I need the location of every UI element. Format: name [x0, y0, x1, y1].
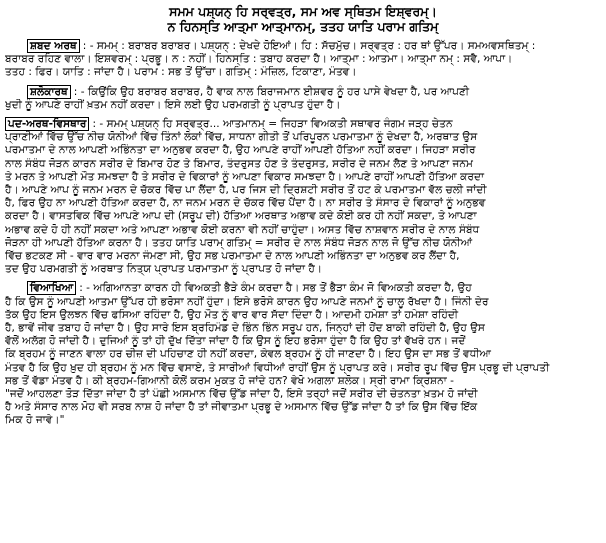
pad-arth-line-6: ਹੈ। ਆਪਣੇ ਆਪ ਨੂੰ ਜਨਮ ਮਰਨ ਦੇ ਚੱਕਰ ਵਿੱਚ ਪਾ ਲੈਂਦਾ ਹੈ, ਪਰ ਜਿਸ ਦੀ ਦ੍ਰਿਸ਼ਟੀ ਸਰੀਰ ਤੋਂ ਹਟ ਕੇ ਪਰਮਾਤਮਾ ਵੱਲ ਚਲੀ ਜਾਂਦੀ: [5, 184, 487, 197]
pad-arth-line-4: ਨਾਲ ਸੰਬੰਧ ਜੋੜਨ ਕਾਰਨ ਸਰੀਰ ਦੇ ਬਿਮਾਰ ਹੋਣ ਤੇ ਬਿਮਾਰ, ਤੰਦਰੁਸਤ ਹੋਣ ਤੇ ਤੰਦਰੁਸਤ, ਸਰੀਰ ਦੇ ਜਨਮ ਲੈਣ ਤੇ ਆਪਣਾ ਜਨਮ: [5, 157, 473, 170]
shlokarth-line-2: ਖੁਦੀ ਨੂੰ ਆਪਣੇ ਰਾਹੀਂ ਖ਼ਤਮ ਨਹੀਂ ਕਰਦਾ। ਇਸੇ ਲਈ ਉਹ ਪਰਮਗਤੀ ਨੂੰ ਪ੍ਰਾਪਤ ਹੁੰਦਾ ਹੈ।: [5, 98, 341, 111]
pad-arth-line-7: ਹੈ, ਫਿਰ ਉਹ ਨਾ ਆਪਣੀ ਹੱਤਿਆ ਕਰਦਾ ਹੈ, ਨਾ ਜਨਮ ਮਰਨ ਦੇ ਚੱਕਰ ਵਿੱਚ ਪੈਂਦਾ ਹੈ। ਨਾ ਸਰੀਰ ਤੇ ਸੰਸਾਰ ਦੇ ਵਿਕਾਰਾਂ ਨੂੰ ਅਨੁਭਵ: [5, 197, 486, 210]
verse-line-2: ਨ ਹਿਨਸ੍ਤਿ ਆਤ੍ਮਾ ਆਤ੍ਮਾਨਮ੍, ਤਤਹ ਯਾਤਿ ਪਰਾਮ ਗਤਿਮ੍: [167, 19, 439, 34]
vyakhya-line-6: ਕਿ ਬ੍ਰਹਮ ਨੂੰ ਜਾਣਨ ਵਾਲਾ ਹਰ ਚੀਜ਼ ਦੀ ਪਹਿਚਾਣ ਹੀ ਨਹੀਂ ਕਰਦਾ, ਕੇਵਲ ਬ੍ਰਹਮ ਨੂੰ ਹੀ ਜਾਣਦਾ ਹੈ। ਇਹ ਉਸ ਦਾ ਸਭ ਤੋਂ ਵਧੀਆ: [5, 348, 492, 361]
verse-line-1: ਸਮਮ ਪਸ਼੍ਯਨ੍ ਹਿ ਸਰ੍ਵਤ੍ਰ, ਸਮ ਅਵ ਸ੍ਥਿਤਮ ਇਸ਼੍ਵਰਮ੍।: [169, 4, 437, 19]
vyakhya-line-9: "ਜਦੋਂ ਆਹਲਣਾ ਤੋੜ ਦਿੱਤਾ ਜਾਂਦਾ ਹੈ ਤਾਂ ਪੰਛੀ ਅਸਮਾਨ ਵਿੱਚ ਉੱਡ ਜਾਂਦਾ ਹੈ, ਇਸੇ ਤਰ੍ਹਾਂ ਜਦੋਂ ਸਰੀਰ ਦੀ ਚੇਤਨਤਾ ਖ਼ਤਮ ਹੋ ਜਾਂਦੀ: [5, 388, 478, 401]
pad-arth-line-2: ਪ੍ਰਾਣੀਆਂ ਵਿੱਚ ਉੱਚ ਨੀਚ ਯੋਨੀਆਂ ਵਿੱਚ ਤਿੰਨਾਂ ਲੋਕਾਂ ਵਿੱਚ, ਸਾਧਨਾ ਗੀਤੀ ਤੋਂ ਪਰਿਪੂਰਨ ਪਰਮਾਤਮਾ ਨੂੰ ਦੇਖਦਾ ਹੈ, ਅਰਥਾਤ ਉਸ: [5, 131, 478, 144]
shabad-arth-line-2: ਬਰਾਬਰ ਰਹਿਣ ਵਾਲਾ। ਇਸ਼ਵਰਮ੍ : ਪ੍ਰਭੂ। ਨ : ਨਹੀਂ। ਹਿਨਸ੍ਤਿ : ਤਬਾਹ ਕਰਦਾ ਹੈ। ਆਤ੍ਮਾ : ਆਤਮਾ। ਆਤ੍ਮਾ ਨਮ੍ : ਸਵੈ, ਆਪਾ।: [5, 53, 513, 66]
shabad-arth-section: [5, 39, 601, 80]
shlokarth-section: [5, 85, 601, 112]
vyakhya-line-4: ਹੈ, ਭਾਵੇਂ ਜੀਵ ਤਬਾਹ ਹੋ ਜਾਂਦਾ ਹੈ। ਉਹ ਸਾਰੇ ਇਸ ਬ੍ਰਹਿਮੰਡ ਦੇ ਭਿੰਨ ਭਿੰਨ ਸਰੂਪ ਹਨ, ਜਿਨ੍ਹਾਂ ਦੀ ਹੋਂਦ ਬਾਕੀ ਰਹਿੰਦੀ ਹੈ, ਉਹ ਉਸ: [5, 322, 485, 335]
shlokarth-line-1: : - ਕਿਉਂਕਿ ਉਹ ਬਰਾਬਰ ਬਰਾਬਰ, ਹੈ ਵਾਕ ਨਾਲ ਬਿਰਾਜਮਾਨ ਈਸ਼ਵਰ ਨੂੰ ਹਰ ਪਾਸੇ ਵੇਖਦਾ ਹੈ, ਪਰ ਆਪਣੀ: [73, 85, 470, 98]
pad-arth-line-11: ਵਿੱਚ ਭਟਕਣ ਸੀ - ਵਾਰ ਵਾਰ ਮਰਨਾ ਜੰਮਣਾ ਸੀ, ਉਹ ਸਭ ਪਰਮਾਤਮਾ ਦੇ ਨਾਲ ਆਪਣੀ ਅਭਿੰਨਤਾ ਦਾ ਅਨੁਭਵ ਕਰ ਲੈਂਦਾ ਹੈ,: [5, 250, 460, 263]
pad-arth-line-8: ਕਰਦਾ ਹੈ। ਵਾਸਤਵਿਕ ਵਿੱਚ ਆਪਣੇ ਆਪ ਦੀ (ਸਰੂਪ ਦੀ) ਹੱਤਿਆ ਅਰਥਾਤ ਅਭਾਵ ਕਦੇ ਕੋਈ ਕਰ ਹੀ ਨਹੀਂ ਸਕਦਾ, ਤੇ ਆਪਣਾ: [5, 210, 477, 223]
pad-arth-line-9: ਅਭਾਵ ਕਦੇ ਹੋ ਹੀ ਨਹੀਂ ਸਕਦਾ ਅਤੇ ਆਪਣਾ ਅਭਾਵ ਕੋਈ ਕਰਨਾ ਵੀ ਨਹੀਂ ਚਾਹੁੰਦਾ। ਅਸਤ ਵਿੱਚ ਨਾਸ਼ਵਾਨ ਸਰੀਰ ਦੇ ਨਾਲ ਸੰਬੰਧ: [5, 223, 480, 236]
pad-arth-line-12: ਤਦ ਉਹ ਪਰਮਗਤੀ ਨੂੰ ਅਰਥਾਤ ਨਿਤ੍ਯ ਪ੍ਰਾਪਤ ਪਰਮਾਤਮਾ ਨੂੰ ਪ੍ਰਾਪਤ ਹੋ ਜਾਂਦਾ ਹੈ।: [5, 263, 323, 276]
vyakhya-line-11: ਮਿਕ ਹੋ ਜਾਵੇ।": [5, 414, 65, 427]
vyakhya-section: [5, 281, 601, 427]
pad-arth-section: [5, 117, 601, 276]
shabad-arth-line-3: ਤਤਹ : ਫਿਰ। ਯਾਤਿ : ਜਾਂਦਾ ਹੈ। ਪਰਾਮ : ਸਭ ਤੋਂ ਉੱਚਾ। ਗਤਿਮ੍ : ਮੰਜ਼ਿਲ, ਟਿਕਾਣਾ, ਮੰਤਵ।: [5, 66, 357, 79]
shlokarth-heading: ਸ਼ਲੋਕਾਰਥ: [27, 85, 71, 99]
shabad-arth-line-1: : - ਸਮਮ੍ : ਬਰਾਬਰ ਬਰਾਬਰ। ਪਸ਼੍ਯਨ੍ : ਦੇਖਦੇ ਹੋਇਆਂ। ਹਿ : ਸੱਚਮੁੱਚ। ਸਰ੍ਵਤ੍ਰ : ਹਰ ਥਾਂ ਉੱਪਰ। ਸਮਅਵਸਥਿਤਮ੍ :: [82, 40, 536, 52]
vyakhya-line-5: ਵੱਲੋਂ ਅਲੱਗ ਹੋ ਜਾਂਦੀ ਹੈ। ਦੁਜਿਆਂ ਨੂੰ ਤਾਂ ਹੀ ਦੁੱਖ ਦਿੱਤਾ ਜਾਂਦਾ ਹੈ ਕਿ ਉਸ ਨੂੰ ਇਹ ਭਰੋਸਾ ਹੁੰਦਾ ਹੈ ਕਿ ਉਹ ਤਾਂ ਵੱਖਰੇ ਹਨ। ਜਦੋਂ: [5, 335, 466, 348]
pad-arth-heading: ਪਦ-ਅਰਥ-ਵਿਸਥਾਰ: [5, 117, 89, 131]
vyakhya-line-8: ਸਭ ਤੋਂ ਵੱਡਾ ਮੰਤਵ ਹੈ। ਕੀ ਬ੍ਰਹਮ-ਗਿਆਨੀ ਕੋਲੋਂ ਕਰਮ ਮੁਕਤ ਹੋ ਜਾਂਦੇ ਹਨ? ਵੇਖੋ ਅਗਲਾ ਸ਼ਲੋਕ। ਸ੍ਰੀ ਰਾਮਾ ਕ੍ਰਿਸ਼ਨਾ -: [5, 374, 454, 387]
pad-arth-line-1: : - ਸਮਮ੍ ਪਸ਼੍ਯਨ੍ ਹਿ ਸਰ੍ਵਤ੍ਰ... ਆਤਮਾਨਮ੍ = ਜਿਹੜਾ ਵਿਅਕਤੀ ਸਥਾਵਰ ਜੰਗਮ ਜੜ੍ਹ ਚੇਤਨ: [92, 118, 453, 131]
vyakhya-line-3: ਤੱਕ ਉਹ ਇਸ ਉਲਝਨ ਵਿੱਚ ਫਸਿਆ ਰਹਿੰਦਾ ਹੈ, ਉਹ ਮੌਤ ਨੂੰ ਵਾਰ ਵਾਰ ਸੱਦਾ ਦਿੰਦਾ ਹੈ। ਆਦਮੀ ਹਮੇਸ਼ਾ ਤਾਂ ਹਮੇਸ਼ਾ ਰਹਿੰਦੀ: [5, 308, 459, 321]
vyakhya-line-1: : - ਅਗਿਆਨਤਾ ਕਾਰਨ ਹੀ ਵਿਅਕਤੀ ਭੈੜੇ ਕੰਮ ਕਰਦਾ ਹੈ। ਸਭ ਤੋਂ ਭੈੜਾ ਕੰਮ ਜੋ ਵਿਅਕਤੀ ਕਰਦਾ ਹੈ, ਉਹ: [79, 282, 472, 295]
vyakhya-line-2: ਹੈ ਕਿ ਉਸ ਨੂੰ ਆਪਣੀ ਆਤਮਾ ਉੱਪਰ ਹੀ ਭਰੋਸਾ ਨਹੀਂ ਹੁੰਦਾ। ਇਸੇ ਭਰੋਸੇ ਕਾਰਨ ਉਹ ਆਪਣੇ ਜਨਮਾਂ ਨੂੰ ਚਾਲੂ ਰੱਖਦਾ ਹੈ। ਜਿੰਨੀ ਦੇਰ: [5, 295, 489, 308]
vyakhya-heading: ਵਿਆਖਿਆ: [27, 281, 76, 295]
pad-arth-line-5: ਤੇ ਮਰਨ ਤੇ ਆਪਣੀ ਮੌਤ ਸਮਝਦਾ ਹੈ ਤੇ ਸਰੀਰ ਦੇ ਵਿਕਾਰਾਂ ਨੂੰ ਆਪਣਾ ਵਿਕਾਰ ਸਮਝਦਾ ਹੈ। ਆਪਣੇ ਰਾਹੀਂ ਆਪਣੀ ਹੱਤਿਆ ਕਰਦਾ: [5, 170, 484, 183]
shabad-arth-heading: ਸ਼ਬਦ ਅਰਥ: [27, 39, 80, 53]
vyakhya-line-10: ਹੈ ਅਤੇ ਸੰਸਾਰ ਨਾਲ ਮੋਹ ਵੀ ਸਰਬ ਨਾਸ਼ ਹੋ ਜਾਂਦਾ ਹੈ ਤਾਂ ਜੀਵਾਤਮਾ ਪ੍ਰਭੂ ਦੇ ਅਸਮਾਨ ਵਿੱਚ ਉੱਡ ਜਾਂਦਾ ਹੈ ਤਾਂ ਕਿ ਉਸ ਵਿੱਚ ਇੱਕ: [5, 401, 478, 414]
vyakhya-line-7: ਮੰਤਵ ਹੈ ਕਿ ਉਹ ਖ਼ੁਦ ਹੀ ਬ੍ਰਹਮ ਨੂੰ ਮਨ ਵਿੱਚ ਵਸਾਏ, ਤੇ ਸਾਰੀਆਂ ਵਿਧੀਆਂ ਰਾਹੀਂ ਉਸ ਨੂੰ ਪ੍ਰਾਪਤ ਕਰੇ। ਸਰੀਰ ਰੂਪ ਵਿੱਚ ਉਸ ਪ੍ਰਭੂ ਦੀ ਪ੍ਰਾਪਤੀ: [5, 361, 550, 374]
verse-block: [5, 4, 601, 34]
pad-arth-line-10: ਜੋੜਨਾ ਹੀ ਆਪਣੀ ਹੱਤਿਆ ਕਰਨਾ ਹੈ। ਤਤਹ ਯਾਤਿ ਪਰਾਮ੍ ਗਤਿਮ੍ = ਸਰੀਰ ਦੇ ਨਾਲ ਸੰਬੰਧ ਜੋੜਨ ਨਾਲ ਜੋ ਉੱਚ ਨੀਚ ਯੋਨੀਆਂ: [5, 236, 473, 249]
pad-arth-line-3: ਪਰਮਾਤਮਾ ਦੇ ਨਾਲ ਆਪਣੀ ਅਭਿੰਨਤਾ ਦਾ ਅਨੁਭਵ ਕਰਦਾ ਹੈ, ਉਹ ਆਪਣੇ ਰਾਹੀਂ ਆਪਣੀ ਹੱਤਿਆ ਨਹੀਂ ਕਰਦਾ। ਜਿਹੜਾ ਸਰੀਰ: [5, 144, 476, 157]
